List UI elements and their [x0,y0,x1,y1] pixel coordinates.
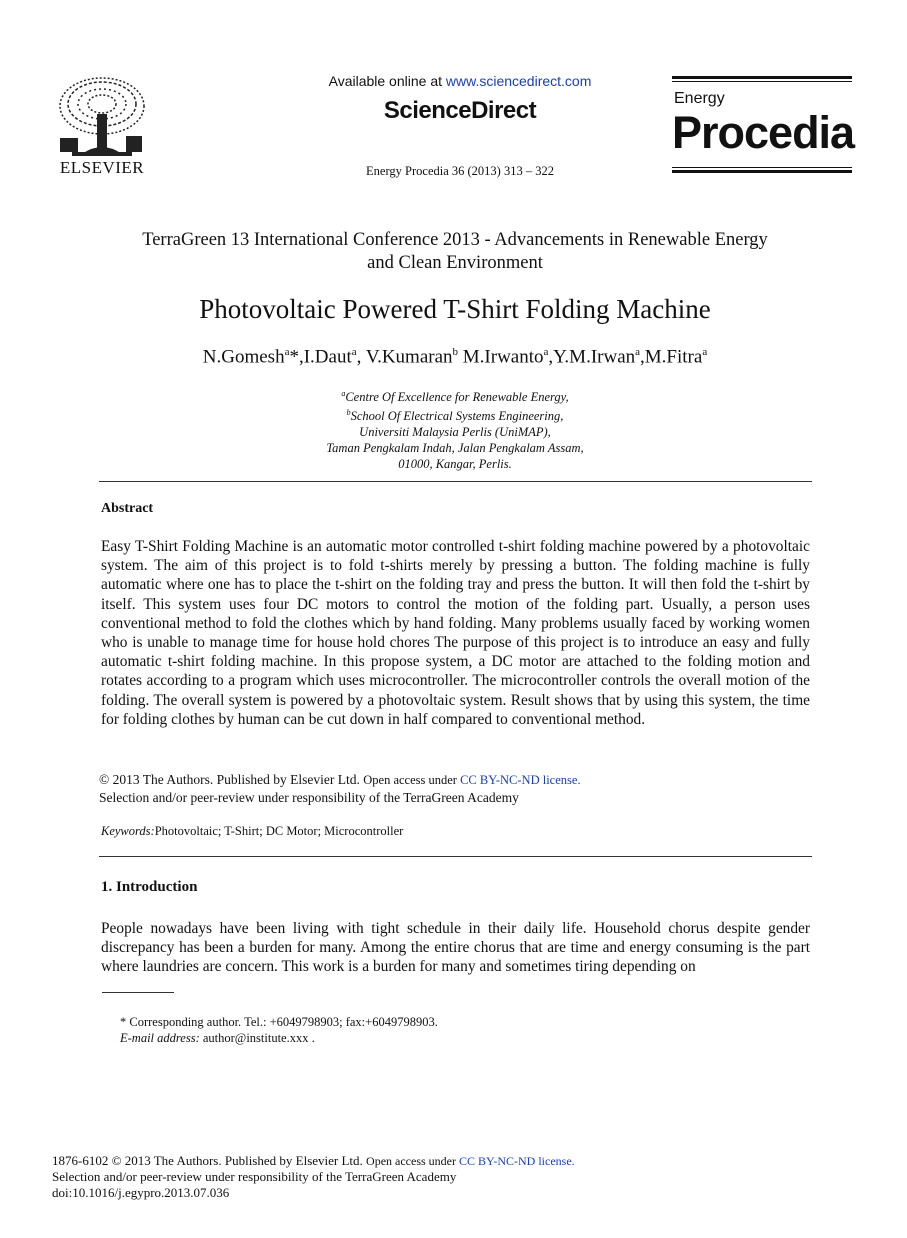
keywords-label: Keywords: [101,824,155,838]
conference-name [100,229,810,275]
journal-big-title: Procedia [672,107,855,158]
abstract-text: Easy T-Shirt Folding Machine is an automatic motor controlled t-shirt folding machine powered by a photovoltaic system. The aim of this project is to fold t-shirts merely by pressing a button. The folding machine is fully automatic where one has to place the t-shirt on the folding tray and press the button. It will then fold the t-shirt by itself. This system uses four DC motors to control the motion of the folding part. Usually, a person uses conventional method to fold the clothes which by hand folding. Many problems usually faced by working women who is unable to manage time for house hold chores The purpose of this project is to introduce an easy and fully automatic t-shirt folding machine. In this propose system, a DC motor are attached to the folding motion and rotates according to a program which uses microcontroller. The microcontroller controls the overall motion of the folding. The overall system is powered by a photovoltaic system. Result shows that by using this system, the time for folding clothes by human can be cut down in half compared to conventional method. [101,538,810,728]
author-2-suffix: , [356,346,366,368]
author-3: V.Kumaran [365,346,453,368]
footer-line-2: Selection and/or peer-review under responsibility of the TerraGreen Academy [52,1169,457,1184]
email-label: E-mail address: [120,1031,200,1045]
footer [52,1153,575,1201]
introduction-text: People nowadays have been living with tight schedule in their daily life. Household chorus despite gender discrepancy has been a burden for many. Among the entire chorus that are time and energy consuming is the part where laundries are concern. This work is a burden for many and sometimes tiring depending on [101,920,810,976]
introduction-heading: 1. Introduction [101,879,198,895]
affiliation-4: Taman Pengkalam Indah, Jalan Pengkalam Assam, [326,441,584,456]
abstract-heading: Abstract [101,501,154,516]
affiliation-2-text: School Of Electrical Systems Engineering, [350,409,564,424]
affiliation-1-sup: a [341,389,346,398]
footer-line-1 [52,1153,575,1169]
journal-logo [672,76,855,176]
available-online [180,73,740,89]
divider-bottom [99,856,812,857]
author-6: M.Fitra [644,346,703,368]
logo-rule-top-thin [672,81,852,82]
copyright-notice [99,771,812,806]
author-4-suffix: , [548,346,554,368]
affiliation-1-text: Centre Of Excellence for Renewable Energy, [345,390,569,405]
author-4-sup: a [543,346,549,358]
license-link[interactable]: CC BY-NC-ND license. [460,773,581,787]
footer-license-link[interactable]: CC BY-NC-ND license. [459,1154,575,1168]
footnote-corresponding: * Corresponding author. Tel.: +6049798903; fax:+6049798903. [120,1015,438,1029]
logo-rule-bottom-thin [672,167,852,168]
affiliation-1 [200,386,710,405]
author-5-sup: a [635,346,641,358]
author-5-suffix: , [640,346,645,368]
affiliation-2 [200,405,710,424]
author-2-sup: a [351,346,357,358]
footer-doi: doi:10.1016/j.egypro.2013.07.036 [52,1185,230,1200]
footnote-email [120,1031,315,1046]
copyright-main: © 2013 The Authors. Published by Elsevier Ltd. [99,772,364,787]
copyright-line-1 [99,771,812,789]
affiliations [200,386,710,472]
open-access-label: Open access under [363,773,461,787]
paper-title: Photovoltaic Powered T-Shirt Folding Machine [199,294,711,324]
author-1-sup: a [284,346,290,358]
author-1: N.Gomesh [202,346,285,368]
footer-open-access: Open access under [366,1154,459,1168]
author-5: Y.M.Irwan [553,346,636,368]
affiliation-5: 01000, Kangar, Perlis. [398,457,512,472]
conference-line-1: TerraGreen 13 International Conference 2013 - Advancements in Renewable Energy [142,230,768,250]
footer-issn-copyright: 1876-6102 © 2013 The Authors. Published by Elsevier Ltd. [52,1153,367,1168]
logo-rule-bottom [672,170,852,173]
journal-reference: Energy Procedia 36 (2013) 313 – 322 [366,164,554,178]
available-prefix: Available online at [328,73,446,89]
keywords-text: Photovoltaic; T-Shirt; DC Motor; Microcontroller [154,824,404,838]
copyright-line-2: Selection and/or peer-review under responsibility of the TerraGreen Academy [99,790,519,805]
author-3-sup: b [452,346,459,358]
sciencedirect-wordmark: ScienceDirect [383,97,537,124]
logo-rule-top [672,76,852,79]
author-6-sup: a [702,346,708,358]
author-1-suffix: *, [289,346,304,368]
author-2: I.Daut [303,346,352,368]
sciencedirect-link[interactable]: www.sciencedirect.com [445,73,592,89]
divider-top [99,481,812,482]
footnote-rule [102,992,174,993]
affiliation-3: Universiti Malaysia Perlis (UniMAP), [359,425,551,440]
author-4: M.Irwanto [462,346,544,368]
publisher-name: ELSEVIER [59,158,145,177]
conference-line-2: and Clean Environment [367,253,543,273]
email-address: author@institute.xxx . [199,1031,315,1045]
journal-small-title: Energy [674,90,725,107]
affiliation-2-sup: b [346,408,351,418]
author-list [100,346,810,368]
keywords [101,824,403,839]
